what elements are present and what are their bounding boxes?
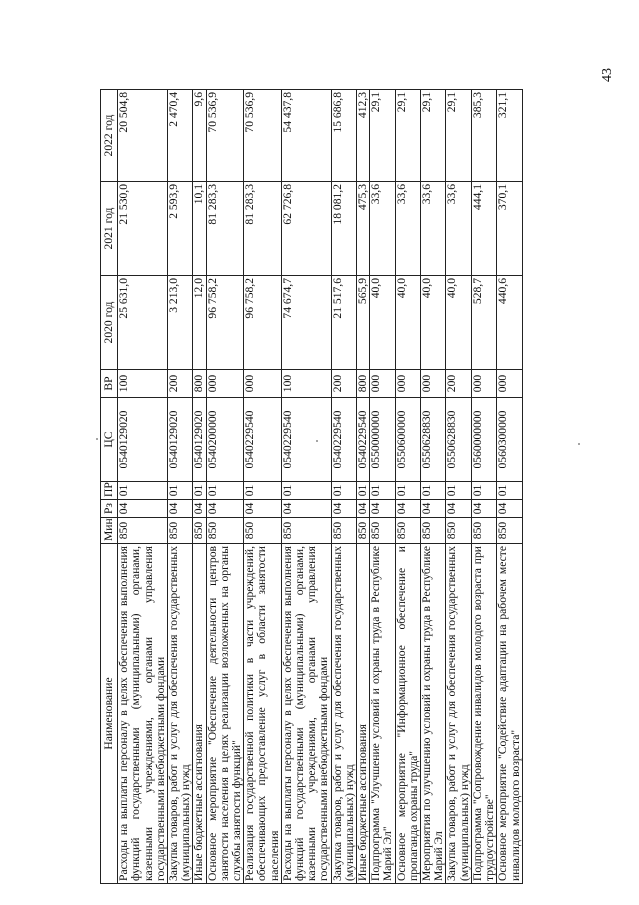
header-2021: 2021 год [101,182,118,276]
table-cell-vr: 100 [281,370,331,398]
table-cell-rz: 04 [471,500,496,518]
table-cell-2021: 33,6 [370,182,395,276]
table-row [370,90,395,884]
table-cell-vr: 000 [421,370,446,398]
table-cell-2022: 412,3 [357,90,370,182]
table-row [471,90,496,884]
table-cell-min: 850 [331,518,356,544]
table-cell-cs: 0550600000 [395,398,420,482]
table-cell-2022: 29,1 [395,90,420,182]
table-cell-rz: 04 [395,500,420,518]
table-cell-min: 850 [118,518,168,544]
table-cell-2022: 20 504,8 [118,90,168,182]
table-cell-pr: 01 [168,482,193,500]
table-cell-rz: 04 [446,500,471,518]
table-cell-2022: 321,1 [497,90,522,182]
table-cell-2021: 370,1 [497,182,522,276]
table-cell-2020: 21 517,6 [331,276,356,370]
table-cell-rz: 04 [168,500,193,518]
table-cell-vr: 100 [118,370,168,398]
table-cell-cs: 0540229540 [281,398,331,482]
table-cell-cs: 0540129020 [193,398,206,482]
table-cell-vr: 800 [357,370,370,398]
table-cell-2022: 9,6 [193,90,206,182]
scan-speck [96,438,98,440]
header-vr: ВР [101,370,118,398]
table-cell-rz: 04 [331,500,356,518]
table-cell-vr: 000 [370,370,395,398]
table-cell-vr: 200 [446,370,471,398]
table-cell-cs: 0540200000 [206,398,244,482]
table-cell-2020: 12,0 [193,276,206,370]
table-cell-pr: 01 [421,482,446,500]
table-row [206,90,244,884]
table-cell-vr: 200 [331,370,356,398]
table-cell-2021: 21 530,0 [118,182,168,276]
budget-table [100,89,523,884]
table-cell-vr: 000 [497,370,522,398]
table-cell-cs: 0540229540 [331,398,356,482]
table-cell-pr: 01 [193,482,206,500]
table-cell-rz: 04 [206,500,244,518]
table-row [497,90,522,884]
table-cell-pr: 01 [497,482,522,500]
table-header-row [101,90,118,884]
table-cell-2020: 40,0 [395,276,420,370]
table-cell-name: Закупка товаров, работ и услуг для обеспечения государственных (муниципальных) нужд [331,544,356,884]
table-cell-2022: 385,3 [471,90,496,182]
table-cell-min: 850 [168,518,193,544]
table-cell-pr: 01 [370,482,395,500]
table-cell-2022: 2 470,4 [168,90,193,182]
table-cell-2022: 29,1 [370,90,395,182]
table-cell-min: 850 [395,518,420,544]
table-row [244,90,282,884]
page-number: 43 [600,68,615,82]
scan-speck [316,440,318,442]
table-cell-cs: 0550000000 [370,398,395,482]
table-row [118,90,168,884]
table-cell-rz: 04 [118,500,168,518]
table-row [193,90,206,884]
table-cell-rz: 04 [357,500,370,518]
table-cell-2021: 10,1 [193,182,206,276]
table-cell-rz: 04 [193,500,206,518]
table-cell-min: 850 [446,518,471,544]
table-cell-cs: 0560300000 [497,398,522,482]
table-cell-2022: 29,1 [446,90,471,182]
table-cell-vr: 800 [193,370,206,398]
table-cell-vr: 000 [244,370,282,398]
table-cell-pr: 01 [206,482,244,500]
table-cell-cs: 0540129020 [118,398,168,482]
table-row [395,90,420,884]
table-cell-name: Иные бюджетные ассигнования [357,544,370,884]
table-cell-2020: 528,7 [471,276,496,370]
table-cell-pr: 01 [446,482,471,500]
table-cell-2020: 3 213,0 [168,276,193,370]
table-cell-name: Подпрограмма "Улучшение условий и охраны труда в Республике Марий Эл" [370,544,395,884]
table-cell-name: Мероприятия по улучшению условий и охраны труда в Республике Марий Эл [421,544,446,884]
rotated-page-content [100,90,575,884]
table-cell-2021: 33,6 [421,182,446,276]
table-cell-name: Иные бюджетные ассигнования [193,544,206,884]
table-cell-pr: 01 [281,482,331,500]
table-cell-2020: 40,0 [370,276,395,370]
header-pr: ПР [101,482,118,500]
table-cell-rz: 04 [370,500,395,518]
table-cell-cs: 0550628830 [446,398,471,482]
table-cell-min: 850 [206,518,244,544]
table-cell-2020: 74 674,7 [281,276,331,370]
table-cell-name: Закупка товаров, работ и услуг для обеспечения государственных (муниципальных) нужд [168,544,193,884]
header-cs: ЦС [101,398,118,482]
table-row [446,90,471,884]
table-cell-name: Основное мероприятие "Содействие адаптации на рабочем месте инвалидов молодого возраста" [497,544,522,884]
table-cell-2020: 565,9 [357,276,370,370]
table-cell-2021: 2 593,9 [168,182,193,276]
table-cell-2021: 81 283,3 [206,182,244,276]
table-cell-cs: 0540229540 [357,398,370,482]
table-cell-2022: 70 536,9 [244,90,282,182]
table-cell-2021: 475,3 [357,182,370,276]
table-cell-2021: 444,1 [471,182,496,276]
table-cell-rz: 04 [244,500,282,518]
table-row [168,90,193,884]
table-cell-2021: 18 081,2 [331,182,356,276]
table-cell-name: Реализация государственной политики в части учреждений, обеспечивающих предоставление услуг в области занятости населения [244,544,282,884]
table-cell-2021: 62 726,8 [281,182,331,276]
table-cell-pr: 01 [331,482,356,500]
table-cell-rz: 04 [421,500,446,518]
table-cell-pr: 01 [357,482,370,500]
table-cell-name: Основное мероприятие "Информационное обеспечение и пропаганда охраны труда" [395,544,420,884]
table-cell-vr: 000 [206,370,244,398]
header-2022: 2022 год [101,90,118,182]
table-cell-name: Расходы на выплаты персоналу в целях обеспечения выполнения функций государственными (муниципальными) органами, казенными учреждениями, органами управления государственными внебюджетными фондами [118,544,168,884]
table-cell-2020: 40,0 [421,276,446,370]
table-cell-min: 850 [357,518,370,544]
table-cell-2020: 96 758,2 [244,276,282,370]
header-rz: Рз [101,500,118,518]
table-cell-min: 850 [193,518,206,544]
table-cell-cs: 0540129020 [168,398,193,482]
table-cell-name: Подпрограмма "Сопровождение инвалидов молодого возраста при трудоустройстве" [471,544,496,884]
header-min: Мин [101,518,118,544]
table-cell-min: 850 [497,518,522,544]
table-cell-2022: 15 686,8 [331,90,356,182]
table-row [281,90,331,884]
table-cell-2021: 33,6 [446,182,471,276]
table-cell-vr: 200 [168,370,193,398]
table-cell-2022: 54 437,8 [281,90,331,182]
table-cell-2020: 440,6 [497,276,522,370]
table-cell-cs: 0540229540 [244,398,282,482]
table-cell-2022: 70 536,9 [206,90,244,182]
table-cell-vr: 000 [471,370,496,398]
table-cell-name: Основное мероприятие "Обеспечение деятельности центров занятости населения в целях реализации возложенных на органы службы занятости функций" [206,544,244,884]
table-cell-min: 850 [244,518,282,544]
table-cell-2020: 25 631,0 [118,276,168,370]
table-cell-cs: 0560000000 [471,398,496,482]
table-row [357,90,370,884]
table-cell-2021: 33,6 [395,182,420,276]
table-cell-pr: 01 [244,482,282,500]
table-cell-2020: 40,0 [446,276,471,370]
table-cell-name: Расходы на выплаты персоналу в целях обеспечения выполнения функций государственными (муниципальными) органами, казенными учреждениями, органами управления государственными внебюджетными фондами [281,544,331,884]
scan-speck [578,443,580,445]
table-cell-pr: 01 [118,482,168,500]
table-cell-2022: 29,1 [421,90,446,182]
table-cell-pr: 01 [395,482,420,500]
table-cell-min: 850 [370,518,395,544]
table-cell-2020: 96 758,2 [206,276,244,370]
table-cell-rz: 04 [497,500,522,518]
table-cell-pr: 01 [471,482,496,500]
table-cell-rz: 04 [281,500,331,518]
table-cell-min: 850 [471,518,496,544]
table-cell-min: 850 [421,518,446,544]
table-cell-min: 850 [281,518,331,544]
table-cell-vr: 000 [395,370,420,398]
table-row [421,90,446,884]
header-2020: 2020 год [101,276,118,370]
table-cell-2021: 81 283,3 [244,182,282,276]
header-name: Наименование [101,544,118,884]
table-cell-cs: 0550628830 [421,398,446,482]
table-row [331,90,356,884]
table-cell-name: Закупка товаров, работ и услуг для обеспечения государственных (муниципальных) нужд [446,544,471,884]
